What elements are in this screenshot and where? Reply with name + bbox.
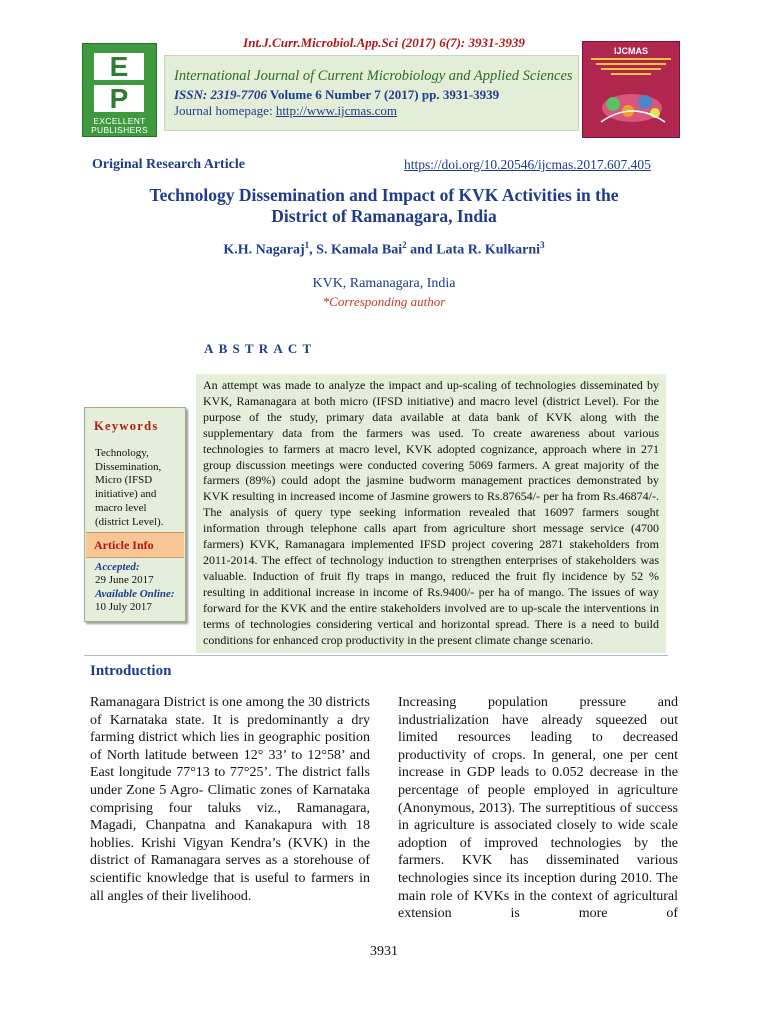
corresponding-author-note: *Corresponding author — [322, 294, 446, 309]
accepted-date: 29 June 2017 — [95, 574, 154, 587]
affiliation: KVK, Ramanagara, India — [312, 276, 456, 291]
journal-name: International Journal of Current Microbiology and Applied Sciences — [174, 68, 573, 84]
body-paragraph: Ramanagara District is one among the 30 districts of Karnataka state. It is predominantly a dry farming district which lies in geographic position of North latitude between 12° 33’ to 12°58’ and East longitude 77°13 to 77°25’. The district falls under Zone 5 Agro- Climatic zones of Karnataka comprising four taluks viz., Ramanagara, Magadi, Chanpatna and Kanakapura with 18 hoblies. Krishi Vigyan Kendra’s (KVK) in the district of Ramanagara serves as a storehouse of scientific knowledge that is useful to farmers in all angles of their livelihood. — [90, 695, 370, 904]
keywords-sidebar — [84, 407, 186, 622]
body-column-left — [90, 694, 370, 905]
cover-artwork — [593, 80, 671, 130]
cover-title: IJCMAS — [613, 46, 648, 56]
article-type: Original Research Article — [92, 157, 245, 172]
journal-banner — [164, 55, 579, 131]
author: K.H. Nagaraj — [223, 242, 305, 258]
article-dates — [95, 561, 183, 615]
article-info-bar — [86, 532, 184, 558]
cover-text-lines — [591, 58, 671, 78]
journal-cover-image — [582, 41, 680, 138]
introduction-heading: Introduction — [90, 663, 172, 679]
author: S. Kamala Bai — [316, 242, 403, 258]
journal-issn: ISSN: 2319-7706 Volume 6 Number 7 (2017) pp. 3931-3939 — [174, 87, 500, 102]
logo-letter-e: E — [94, 53, 144, 80]
abstract-box — [196, 374, 666, 653]
body-column-right — [398, 694, 678, 923]
abstract-heading: ABSTRACT — [204, 341, 317, 356]
online-date: 10 July 2017 — [95, 601, 152, 614]
homepage-link[interactable]: http://www.ijcmas.com — [275, 103, 398, 118]
keywords-list: Technology, Dissemination, Micro (IFSD initiative) and macro level (district Level). — [95, 447, 164, 528]
running-head: Int.J.Curr.Microbiol.App.Sci (2017) 6(7): 3931-3939 — [243, 35, 525, 50]
publisher-name: EXCELLENT PUBLISHERS — [91, 116, 148, 135]
logo-letter-p: P — [94, 85, 144, 112]
doi-link[interactable]: https://doi.org/10.20546/ijcmas.2017.607.405 — [404, 157, 651, 172]
author: Lata R. Kulkarni — [436, 242, 541, 258]
section-divider — [84, 655, 668, 656]
author-list: K.H. Nagaraj$^1$, S. Kamala Bai$^2$ and Lata R. Kulkarni$^3$ — [223, 240, 545, 258]
article-title: Technology Dissemination and Impact of KVK Activities in the District of Ramanagara, India — [149, 185, 619, 226]
abstract-text: An attempt was made to analyze the impact and up-scaling of technologies disseminated by KVK, Ramanagara at both micro (IFSD initiative) and macro level (district Level). For the purpose of the study, primary data available at data bank of KVK along with the supplementary data from the farmers was used. To create awareness about various technologies to farmers at macro level, KVK adopted cognizance, approach where in 271 group discussion meetings were conducted covering 5069 farmers. A great majority of the farmers (89%) could adopt the jasmine budworm management practices demonstrated by KVK resulting in increased income of Jasmine growers to Rs.87654/- per ha from Rs.46874/-. The analysis of query type seeking information revealed that 16097 farmers sought information through telephone calls apart from agriculture short message service (4700 farmers) KVK, Ramanagara implemented IFSD project covering 2871 stakeholders from 2011-2014. The effect of technology induction to strengthen enterprises of stakeholders was valuable. Induction of fruit fly traps in mango, reduced the fruit fly incidence by 52 % resulting in additional increase in income of Rs.9400/- per ha of mango. The issues of way forward for the KVK and the entire stakeholders involved are to up-scale the interventions in terms of technologies considering vertical and horizontal spread. There is a need to build conditions for enhanced crop productivity in the present climate change scenario. — [203, 378, 659, 647]
article-info-heading: Article Info — [94, 538, 154, 552]
publisher-logo — [82, 43, 157, 137]
keywords-heading: Keywords — [94, 419, 159, 433]
online-label: Available Online: — [95, 587, 175, 600]
page-number: 3931 — [370, 944, 398, 959]
body-paragraph: Increasing population pressure and industrialization have already squeezed out limited resources leading to decreased productivity of crops. In general, one per cent increase in GDP leads to 0.052 decrease in the percentage of people employed in agriculture (Anonymous, 2013). The surreptitious of success in agriculture is associated closely to wide scale adoption of improved technologies by the farmers. KVK has disseminated various technologies since its inception during 2010. The main role of KVKs in the context of agricultural extension is more of — [398, 695, 678, 922]
journal-homepage: Journal homepage: http://www.ijcmas.com — [174, 103, 398, 118]
accepted-label: Accepted: — [95, 561, 140, 573]
